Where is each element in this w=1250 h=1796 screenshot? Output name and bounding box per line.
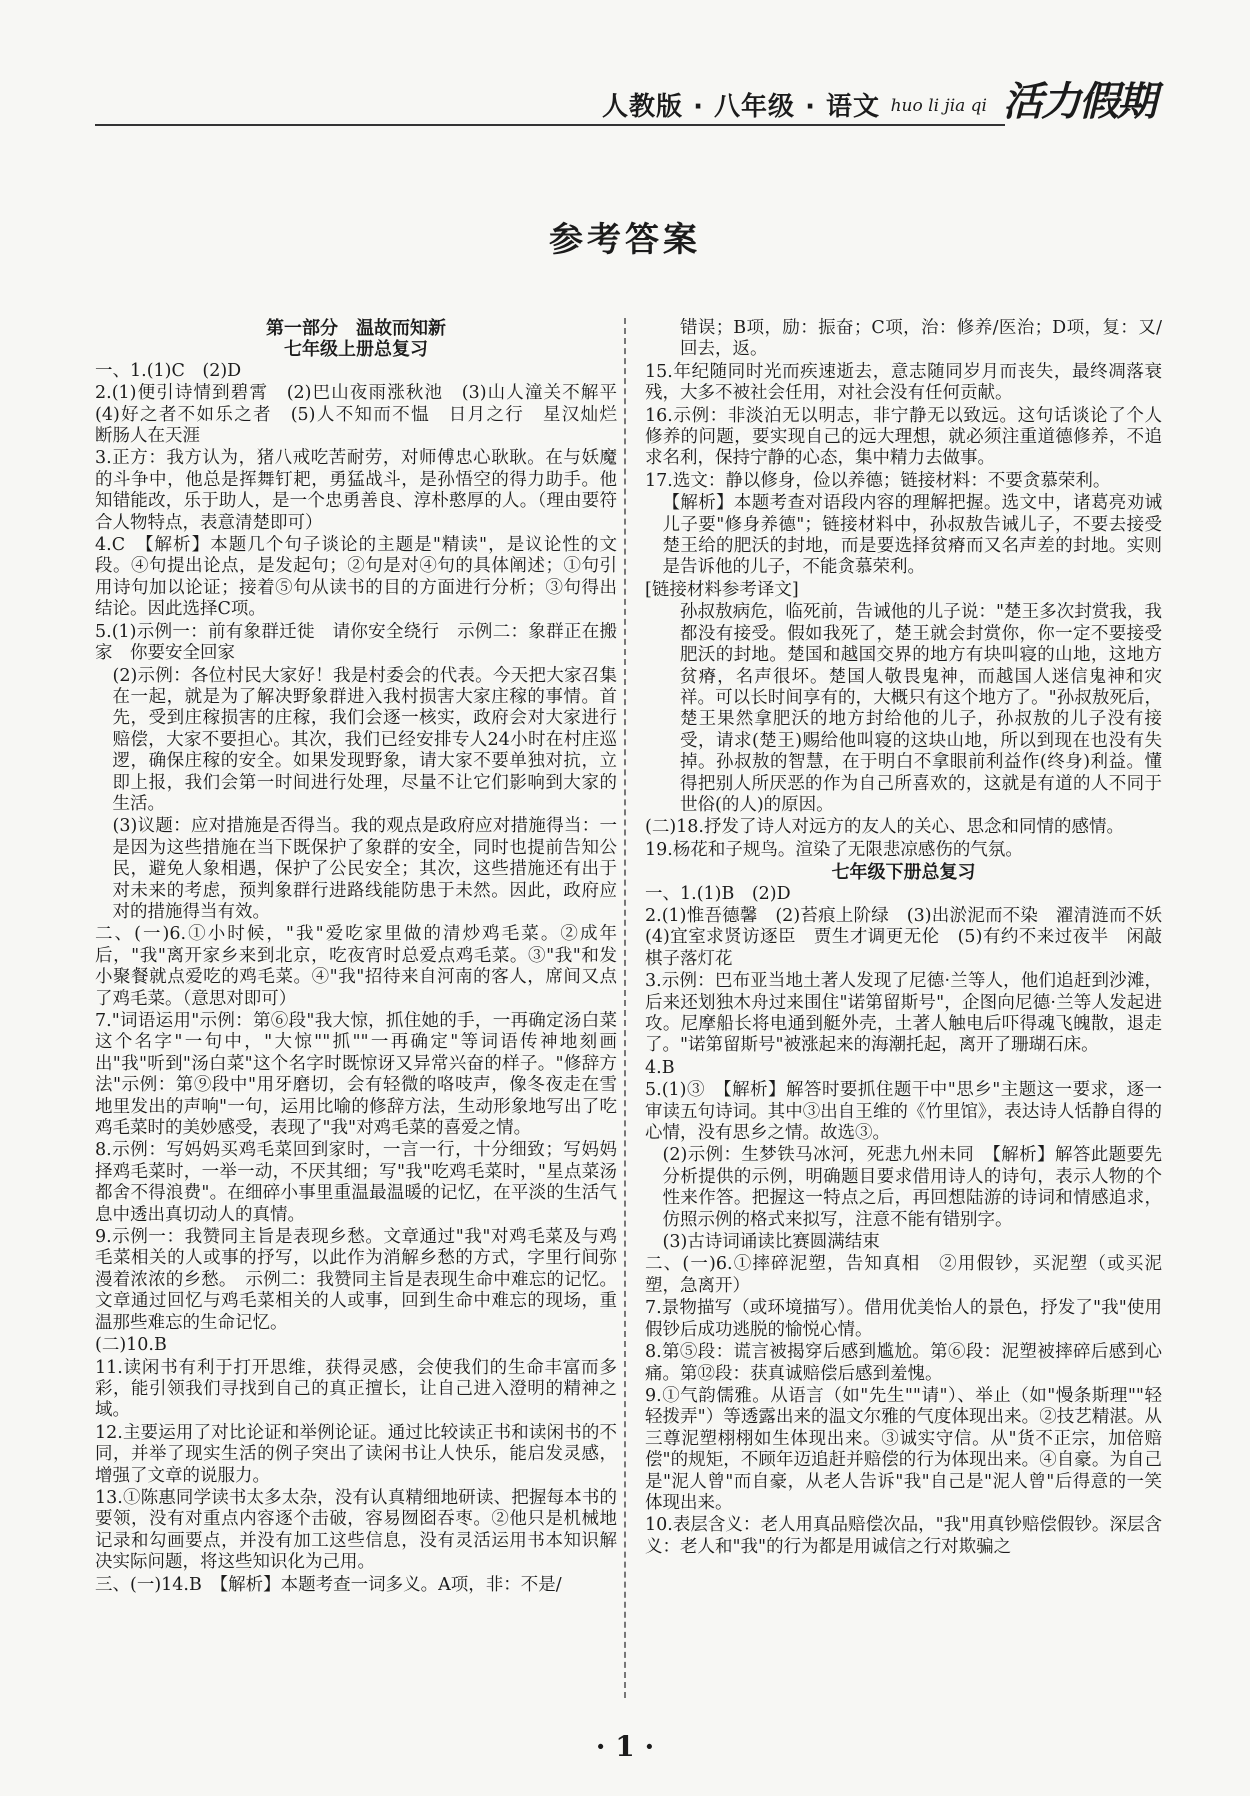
answer-paragraph: (3)议题：应对措施是否得当。我的观点是政府应对措施得当：一是因为这些措施在当下既保护了象群的安全，同时也提前告知公民，避免人象相遇，保护了公民安全；其次，这些措施还有出于对未来的考虑，预判象群行进路线能防患于未然。因此，政府应对的措施得当有效。 [112, 816, 617, 922]
section-heading: 七年级下册总复习 [831, 862, 976, 884]
answer-paragraph: 7."词语运用"示例：第⑥段"我大惊，抓住她的手，一再确定汤白菜这个名字"一句中，"大惊""抓""一再确定"等词语传神地刻画出"我"听到"汤白菜"这个名字时既惊讶又异常兴奋的样子。"修辞方法"示例：第⑨段中"用牙磨切，会有轻微的咯吱声，像冬夜走在雪地里发出的声响"一句，运用比喻的修辞方法，生动形象地写出了吃鸡毛菜时的美妙感受，表现了"我"对鸡毛菜的喜爱之情。 [95, 1011, 617, 1139]
answer-paragraph: 19.杨花和子规鸟。渲染了无限悲凉感伤的气氛。 [645, 839, 1023, 860]
column-divider [624, 318, 626, 1698]
section-heading: 七年级上册总复习 [284, 339, 428, 361]
answer-paragraph: 7.景物描写（或环境描写）。借用优美怡人的景色，抒发了"我"使用假钞后成功逃脱的愉悦心情。 [645, 1298, 1162, 1340]
answer-paragraph: (2)示例：各位村民大家好！我是村委会的代表。今天把大家召集在一起，就是为了解决野象群进入我村损害大家庄稼的事情。首先，受到庄稼损害的庄稼，我们会逐一核实，政府会对大家进行赔偿，大家不要担心。其次，我们已经安排专人24小时在村庄巡逻，确保庄稼的安全。如果发现野象，请大家不要单独对抗，立即上报，我们会第一时间进行处理，尽量不让它们影响到大家的生活。 [112, 665, 617, 814]
answer-paragraph: 17.选文：静以修身，俭以养德；链接材料：不要贪慕荣利。 [645, 470, 1111, 491]
answer-paragraph: 2.(1)惟吾德馨 (2)苔痕上阶绿 (3)出淤泥而不染 濯清涟而不妖 (4)宜室求贤访逐臣 贾生才调更无伦 (5)有约不来过夜半 闲敲棋子落灯花 [645, 905, 1180, 969]
answer-paragraph: 孙叔敖病危，临死前，告诫他的儿子说："楚王多次封赏我，我都没有接受。假如我死了，楚王就会封赏你，你一定不要接受肥沃的封地。楚国和越国交界的地方有块叫寝的山地，这地方贫瘠，名声很坏。楚国人敬畏鬼神，而越国人迷信鬼神和灾祥。可以长时间享有的，大概只有这个地方了。"孙叔敖死后，楚王果然拿肥沃的地方封给他的儿子，孙叔敖的儿子没有接受，请求(楚王)赐给他叫寝的这块山地，所以到现在也没有失掉。孙叔敖的智慧，在于明白不拿眼前利益作(终身)利益。懂得把别人所厌恶的作为自己所喜欢的，这就是有道的人不同于世俗(的人)的原因。 [680, 602, 1162, 815]
header-rule [95, 124, 1005, 126]
answer-paragraph: (3)古诗词诵读比赛圆满结束 [662, 1232, 880, 1253]
answer-paragraph: 一、1.(1)B (2)D [645, 883, 791, 904]
answer-paragraph: 16.示例：非淡泊无以明志，非宁静无以致远。这句话谈论了个人修养的问题，要实现自己的远大理想，就必须注重道德修养，不追求名利，保持宁静的心态，集中精力去做事。 [645, 405, 1162, 469]
brand-logo: 活力假期 [1003, 79, 1155, 125]
edition-label: 人教版 · 八年级 · 语文 [602, 92, 880, 122]
answer-paragraph: 5.(1)示例一：前有象群迁徙 请你安全绕行 示例二：象群正在搬家 你要安全回家 [95, 621, 617, 664]
answer-paragraph: 【解析】本题考查对语段内容的理解把握。选文中，诸葛亮劝诫儿子要"修身养德"；链接材料中，孙叔敖告诫儿子，不要去接受楚王给的肥沃的封地，而是要选择贫瘠而又名声差的封地。实则是告诉他的儿子，不能贪慕荣利。 [662, 493, 1162, 578]
answer-paragraph: 4.B [645, 1057, 675, 1078]
answer-paragraph: 9.示例一：我赞同主旨是表现乡愁。文章通过"我"对鸡毛菜及与鸡毛菜相关的人或事的抒写，以此作为消解乡愁的方式，字里行间弥漫着浓浓的乡愁。 示例二：我赞同主旨是表现生命中难忘的记忆。文章通过回忆与鸡毛菜相关的人或事，回到生命中难忘的现场，重温那些难忘的生命记忆。 [95, 1227, 617, 1333]
left-column [95, 318, 635, 1597]
answer-paragraph: (2)示例：生梦铁马冰河，死悲九州未同 【解析】解答此题要先分析提供的示例，明确题目要求借用诗人的诗句，表示人物的个性来作答。把握这一特点之后，再回想陆游的诗词和情感追求，仿照示例的格式来拟写，注意不能有错别字。 [662, 1145, 1162, 1230]
page-header [95, 68, 1155, 138]
answer-paragraph: 8.第⑤段：谎言被揭穿后感到尴尬。第⑥段：泥塑被摔碎后感到心痛。第⑫段：获真诚赔偿后感到羞愧。 [645, 1342, 1162, 1384]
right-column [645, 318, 1180, 1559]
answer-paragraph: 2.(1)便引诗情到碧霄 (2)巴山夜雨涨秋池 (3)山人潼关不解平 (4)好之者不如乐之者 (5)人不知而不愠 日月之行 星汉灿烂 断肠人在天涯 [95, 383, 635, 447]
answer-paragraph: 错误；B项，励：振奋；C项，治：修养/医治；D项，复：又/回去，返。 [680, 318, 1162, 360]
answer-paragraph: 4.C 【解析】本题几个句子谈论的主题是"精读"，是议论性的文段。④句提出论点，是发起句；②句是对④句的具体阐述；①句引用诗句加以论证；接着⑤句从读书的目的方面进行分析；③句得出结论。因此选择C项。 [95, 535, 617, 620]
answer-paragraph: 11.读闲书有利于打开思维，获得灵感，会使我们的生命丰富而多彩，能引领我们寻找到自己的真正擅长，让自己进入澄明的精神之域。 [95, 1357, 617, 1421]
answer-paragraph: 一、1.(1)C (2)D [95, 360, 242, 381]
brand-pinyin: huo li jia qi [890, 96, 987, 116]
answer-paragraph: 8.示例：写妈妈买鸡毛菜回到家时，一言一行，十分细致；写妈妈择鸡毛菜时，一举一动，不厌其细；写"我"吃鸡毛菜时，"星点菜汤都舍不得浪费"。在细碎小事里重温最温暖的记忆，在平淡的生活气息中透出真切动人的真情。 [95, 1140, 617, 1225]
answer-paragraph: 三、(一)14.B 【解析】本题考查一词多义。A项，非：不是/ [95, 1574, 562, 1595]
section-heading: 第一部分 温故而知新 [266, 318, 446, 339]
answer-paragraph: 12.主要运用了对比论证和举例论证。通过比较读正书和读闲书的不同，并举了现实生活的例子突出了读闲书让人快乐，能启发灵感，增强了文章的说服力。 [95, 1422, 617, 1486]
answer-paragraph: 5.(1)③ 【解析】解答时要抓住题干中"思乡"主题这一要求，逐一审读五句诗词。其中③出自王维的《竹里馆》，表达诗人恬静自得的心情，没有思乡之情。故选③。 [645, 1080, 1162, 1144]
answer-paragraph: 3.正方：我方认为，猪八戒吃苦耐劳，对师傅忠心耿耿。在与妖魔的斗争中，他总是挥舞钉耙，勇猛战斗，是孙悟空的得力助手。他知错能改，乐于助人，是一个忠勇善良、淳朴憨厚的人。（理由要符合人物特点，表意清楚即可） [95, 448, 617, 533]
answer-paragraph: (二)18.抒发了诗人对远方的友人的关心、思念和同情的感情。 [645, 817, 1124, 838]
answer-paragraph: 10.表层含义：老人用真品赔偿次品，"我"用真钞赔偿假钞。深层含义：老人和"我"的行为都是用诚信之行对欺骗之 [645, 1515, 1162, 1557]
answer-paragraph: [链接材料参考译文] [645, 579, 799, 600]
answer-paragraph: 15.年纪随同时光而疾速逝去，意志随同岁月而丧失，最终凋落衰残，大多不被社会任用，对社会没有任何贡献。 [645, 361, 1162, 404]
answer-paragraph: 13.①陈惠同学读书太多太杂，没有认真精细地研读、把握每本书的要领，没有对重点内容逐个击破，容易囫囵吞枣。②他只是机械地记录和勾画要点，并没有加工这些信息，没有灵活运用书本知识解决实际问题，将这些知识化为己用。 [95, 1487, 617, 1573]
answer-paragraph: 二、(一)6.①摔碎泥塑，告知真相 ②用假钞，买泥塑（或买泥塑，急离开） [645, 1254, 1162, 1296]
page-number: · 1 · [595, 1730, 655, 1763]
answer-paragraph: 9.①气韵儒雅。从语言（如"先生""请"）、举止（如"慢条斯理""轻轻拨弄"）等透露出来的温文尔雅的气度体现出来。②技艺精湛。从三尊泥塑栩栩如生体现出来。③诚实守信。从"货不正宗，加倍赔偿"的规矩，不顾年迈追赶并赔偿的行为体现出来。④自豪。为自己是"泥人曾"而自豪，从老人告诉"我"自己是"泥人曾"后得意的一笑体现出来。 [645, 1385, 1162, 1513]
answer-paragraph: (二)10.B [95, 1335, 167, 1356]
page-title: 参考答案 [549, 220, 701, 260]
answer-paragraph: 3.示例：巴布亚当地土著人发现了尼德·兰等人，他们追赶到沙滩，后来还划独木舟过来围住"诺第留斯号"，企图向尼德·兰等人发起进攻。尼摩船长将电通到艇外壳，土著人触电后吓得魂飞魄散，退走了。"诺第留斯号"被涨起来的海潮托起，离开了珊瑚石床。 [645, 971, 1162, 1056]
answer-paragraph: 二、(一)6.①小时候，"我"爱吃家里做的清炒鸡毛菜。②成年后，"我"离开家乡来到北京，吃夜宵时总爱点鸡毛菜。③"我"和发小聚餐就点爱吃的鸡毛菜。④"我"招待来自河南的客人，席间又点了鸡毛菜。（意思对即可） [95, 924, 617, 1009]
